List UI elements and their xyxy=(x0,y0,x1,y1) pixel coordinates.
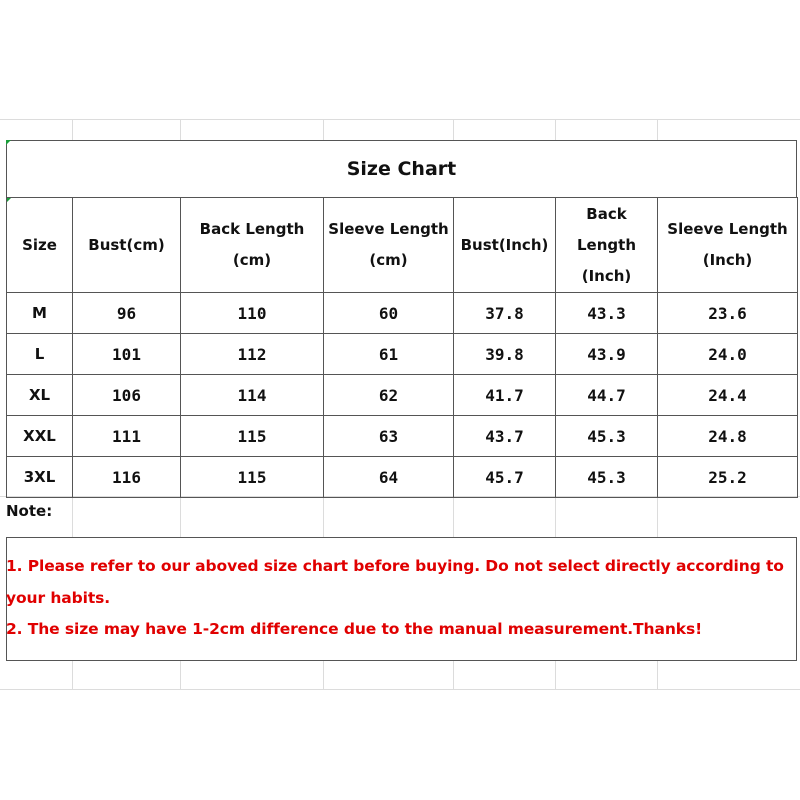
note-line-1: 1. Please refer to our aboved size chart before buying. Do not select directly according to xyxy=(6,557,784,575)
grid-line xyxy=(555,496,556,537)
grid-line xyxy=(180,661,181,689)
table-row xyxy=(7,457,798,498)
size-cell: M xyxy=(7,293,73,334)
bust-cm-cell: 96 xyxy=(73,293,181,334)
note-line-2: 2. The size may have 1-2cm difference due to the manual measurement.Thanks! xyxy=(6,620,703,638)
sleeve-length-cm-cell: 62 xyxy=(324,375,454,416)
sleeve-length-inch-cell: 23.6 xyxy=(658,293,798,334)
bust-cm-cell: 116 xyxy=(73,457,181,498)
size-cell: XL xyxy=(7,375,73,416)
bust-cm-cell: 106 xyxy=(73,375,181,416)
size-cell: XXL xyxy=(7,416,73,457)
sleeve-length-inch-cell: 24.8 xyxy=(658,416,798,457)
grid-line xyxy=(657,661,658,689)
back-length-cm-cell: 112 xyxy=(181,334,324,375)
header-bust-inch: Bust(Inch) xyxy=(454,198,556,293)
grid-line xyxy=(555,119,556,140)
grid-line xyxy=(0,689,800,690)
table-row xyxy=(7,416,798,457)
bust-cm-cell: 101 xyxy=(73,334,181,375)
grid-line xyxy=(657,496,658,537)
grid-line xyxy=(453,496,454,537)
grid-line xyxy=(453,119,454,140)
grid-line xyxy=(72,496,73,537)
sleeve-length-cm-cell: 64 xyxy=(324,457,454,498)
grid-line xyxy=(453,661,454,689)
header-back-length-inch: Back Length (Inch) xyxy=(556,198,658,293)
back-length-cm-cell: 115 xyxy=(181,457,324,498)
bust-inch-cell: 41.7 xyxy=(454,375,556,416)
back-length-inch-cell: 45.3 xyxy=(556,416,658,457)
grid-line xyxy=(180,496,181,537)
header-bust-cm: Bust(cm) xyxy=(73,198,181,293)
header-row xyxy=(7,198,798,293)
back-length-inch-cell: 43.9 xyxy=(556,334,658,375)
chart-title: Size Chart xyxy=(346,157,457,180)
sleeve-length-inch-cell: 25.2 xyxy=(658,457,798,498)
grid-line xyxy=(323,661,324,689)
sleeve-length-cm-cell: 63 xyxy=(324,416,454,457)
bust-inch-cell: 45.7 xyxy=(454,457,556,498)
table-row xyxy=(7,334,798,375)
bust-inch-cell: 39.8 xyxy=(454,334,556,375)
header-size: Size xyxy=(7,198,73,293)
back-length-inch-cell: 44.7 xyxy=(556,375,658,416)
grid-line xyxy=(657,119,658,140)
size-table xyxy=(6,197,798,498)
size-cell: 3XL xyxy=(7,457,73,498)
notes-box xyxy=(6,537,797,661)
grid-line xyxy=(72,661,73,689)
note-line-1-continued: your habits. xyxy=(6,589,111,607)
grid-line xyxy=(323,496,324,537)
header-sleeve-length-cm: Sleeve Length (cm) xyxy=(324,198,454,293)
grid-line xyxy=(72,119,73,140)
table-row xyxy=(7,293,798,334)
back-length-cm-cell: 114 xyxy=(181,375,324,416)
bust-cm-cell: 111 xyxy=(73,416,181,457)
grid-line xyxy=(323,119,324,140)
grid-line xyxy=(555,661,556,689)
bust-inch-cell: 37.8 xyxy=(454,293,556,334)
sleeve-length-cm-cell: 61 xyxy=(324,334,454,375)
sleeve-length-inch-cell: 24.0 xyxy=(658,334,798,375)
size-cell: L xyxy=(7,334,73,375)
header-back-length-cm: Back Length (cm) xyxy=(181,198,324,293)
back-length-inch-cell: 45.3 xyxy=(556,457,658,498)
back-length-cm-cell: 115 xyxy=(181,416,324,457)
sleeve-length-inch-cell: 24.4 xyxy=(658,375,798,416)
note-label: Note: xyxy=(6,502,53,520)
grid-line xyxy=(180,119,181,140)
back-length-cm-cell: 110 xyxy=(181,293,324,334)
back-length-inch-cell: 43.3 xyxy=(556,293,658,334)
sleeve-length-cm-cell: 60 xyxy=(324,293,454,334)
bust-inch-cell: 43.7 xyxy=(454,416,556,457)
grid-line xyxy=(0,119,800,120)
header-sleeve-length-inch: Sleeve Length (Inch) xyxy=(658,198,798,293)
table-row xyxy=(7,375,798,416)
